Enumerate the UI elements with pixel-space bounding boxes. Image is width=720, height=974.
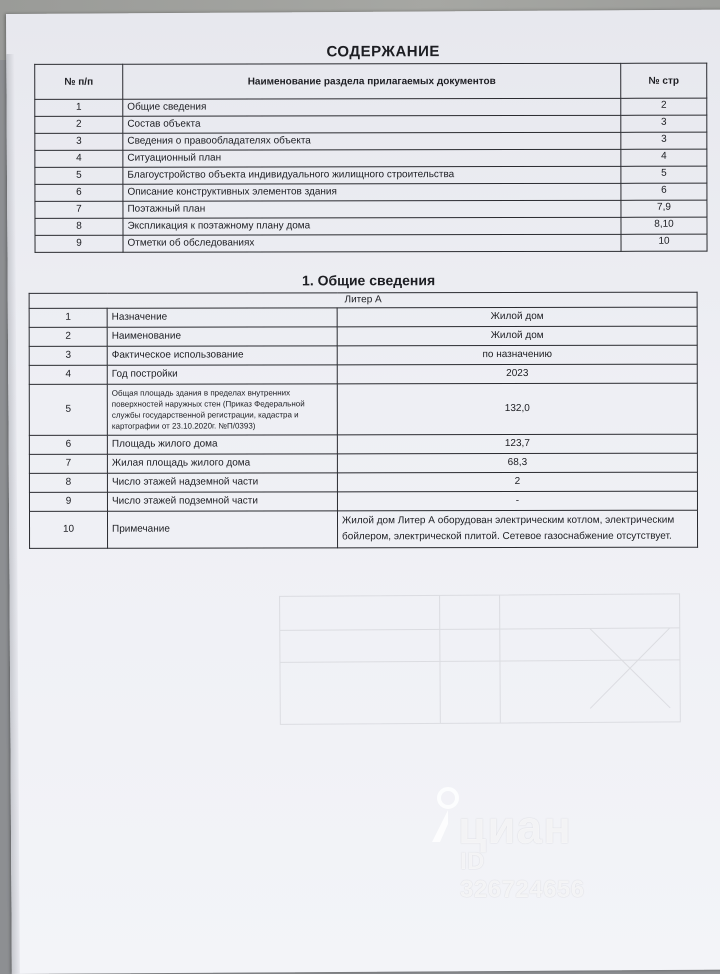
document-page [6,10,720,974]
toc-row [35,217,707,235]
toc-row [35,149,707,167]
general-num: 3 [29,346,107,365]
toc-page: 3 [621,132,707,149]
toc-row [35,200,707,218]
general-label: Назначение [107,308,337,327]
general-row [29,307,697,327]
toc-table [34,63,707,253]
toc-num: 3 [35,133,123,150]
toc-num: 8 [35,218,123,235]
toc-name: Сведения о правообладателях объекта [123,132,621,150]
general-value: 2023 [337,364,697,384]
toc-name: Отметки об обследованиях [123,234,621,252]
general-value: - [337,491,697,511]
toc-row [35,234,707,252]
toc-num: 4 [35,150,123,167]
toc-row [35,132,707,150]
general-label: Год постройки [107,365,337,384]
toc-name: Состав объекта [123,115,621,133]
general-value: по назначению [337,345,697,365]
general-row [29,453,697,473]
general-label: Площадь жилого дома [107,435,337,454]
toc-page: 2 [621,98,707,115]
toc-header-num: № п/п [35,64,123,99]
general-row [29,491,697,511]
general-num: 8 [29,473,107,492]
toc-page: 7,9 [621,200,707,217]
toc-name: Экспликация к поэтажному плану дома [123,217,621,235]
toc-page: 10 [621,234,707,251]
general-row [29,472,697,492]
toc-num: 9 [35,235,123,252]
toc-page: 4 [621,149,707,166]
general-num: 1 [29,308,107,327]
general-section-title: 1. Общие сведения [302,272,436,289]
general-num: 4 [29,365,107,384]
toc-name: Общие сведения [123,98,621,116]
toc-title: СОДЕРЖАНИЕ [326,43,440,61]
general-label: Число этажей надземной части [107,473,337,492]
toc-name: Благоустройство объекта индивидуального жилищного строительства [123,166,621,184]
general-num: 2 [29,327,107,346]
toc-num: 6 [35,184,123,201]
general-value: 2 [337,472,697,492]
document-content [28,41,709,549]
general-num: 10 [29,511,107,548]
toc-header-name: Наименование раздела прилагаемых документов [123,63,621,99]
toc-page: 6 [621,183,707,200]
toc-name: Поэтажный план [123,200,621,218]
watermark-id: ID 326724656 [460,848,585,903]
general-value: Жилой дом [337,307,697,327]
general-label: Наименование [107,327,337,346]
toc-page: 8,10 [621,217,707,234]
general-row [29,326,697,346]
general-value: 68,3 [337,453,697,473]
general-row [29,345,697,365]
toc-row [35,115,707,133]
literal-heading: Литер А [29,292,697,308]
general-label: Примечание [107,511,337,548]
toc-num: 2 [35,116,123,133]
toc-header-page: № стр [621,63,707,98]
general-label: Число этажей подземной части [107,492,337,511]
general-note-value: Жилой дом Литер А оборудован электрическим котлом, электрическим бойлером, электрической плитой. Сетевое газоснабжение отсутствует. [337,510,697,548]
general-row [29,364,697,384]
toc-header-row [35,63,707,99]
general-info-table [29,292,698,549]
general-row [29,510,697,548]
general-value: Жилой дом [337,326,697,346]
general-num: 6 [29,435,107,454]
general-label: Фактическое использование [107,346,337,365]
toc-row [35,166,707,184]
general-row [29,434,697,454]
toc-num: 7 [35,201,123,218]
toc-page: 3 [621,115,707,132]
general-num: 7 [29,454,107,473]
general-label: Общая площадь здания в пределах внутренних поверхностей наружных стен (Приказ Федеральной службы государственной регистрации, кадастра и картографии от 23.10.2020г. №П/0393) [107,384,337,435]
page-edge-shadow [6,54,20,974]
watermark-brand: циан [458,801,572,853]
general-row [29,383,697,435]
toc-num: 5 [35,167,123,184]
general-value: 123,7 [337,434,697,454]
general-label: Жилая площадь жилого дома [107,454,337,473]
toc-name: Описание конструктивных элементов здания [123,183,621,201]
toc-row [35,183,707,201]
general-num: 5 [29,384,107,435]
show-through-table-ghost [270,588,691,731]
toc-page: 5 [621,166,707,183]
general-num: 9 [29,492,107,511]
general-value: 132,0 [337,383,697,435]
toc-row [35,98,707,116]
general-header-row [29,292,697,308]
toc-num: 1 [35,99,123,116]
toc-name: Ситуационный план [123,149,621,167]
